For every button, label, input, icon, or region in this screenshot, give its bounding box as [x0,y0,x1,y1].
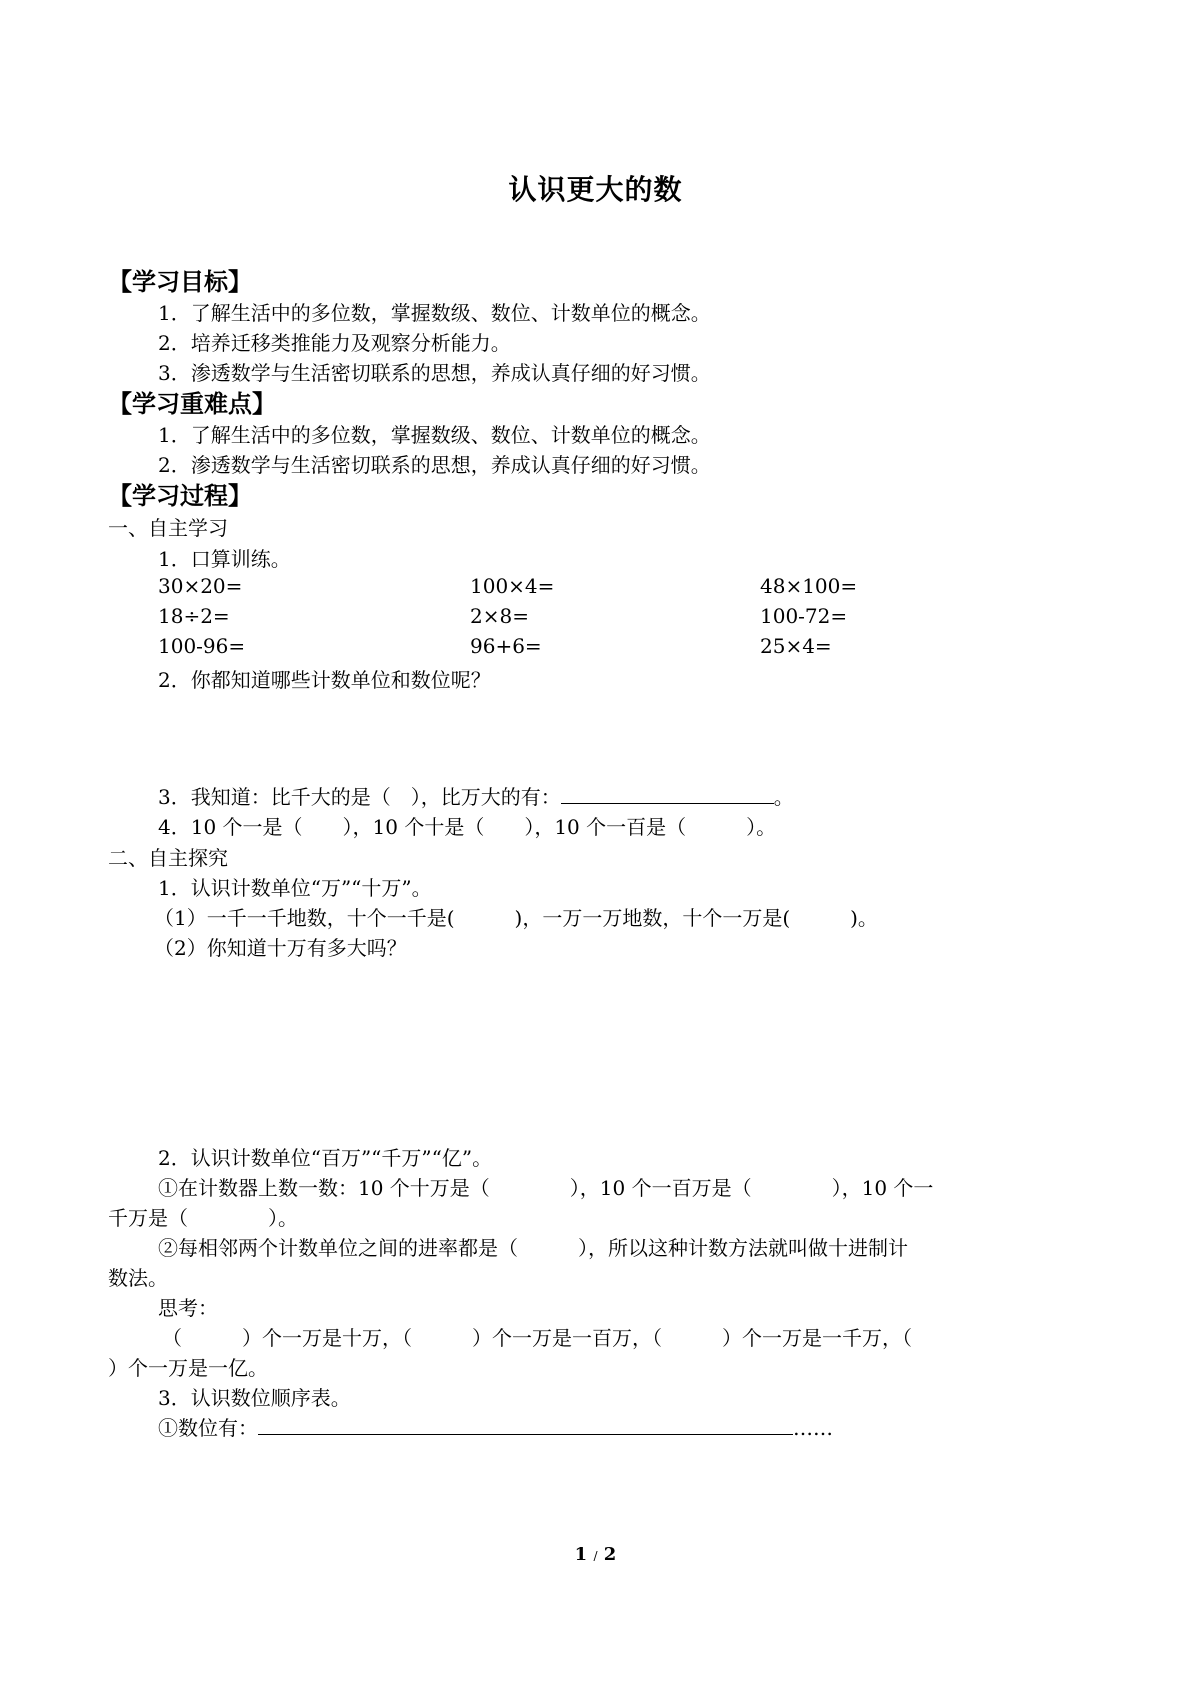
calc-item: 25×4= [760,634,832,658]
part2-q3-1-text: ①数位有： [158,1416,258,1440]
part1-q2: 2．你都知道哪些计数单位和数位呢？ [158,668,491,692]
part1-q3 [158,781,794,810]
think-question: （ ）个一万是十万，（ ）个一万是一百万，（ ）个一万是一千万，（ [162,1326,912,1350]
part2-q1-2: （2）你知道十万有多大吗？ [154,936,407,960]
keypoint-item: 2．渗透数学与生活密切联系的思想，养成认真仔细的好习惯。 [158,453,711,477]
part2-q2-1-cont: 千万是（ ）。 [108,1206,298,1230]
part2-q2-1: ①在计数器上数一数：10 个十万是（ ），10 个一百万是（ ），10 个一 [158,1176,934,1200]
section-keypoints-heading: 【学习重难点】 [108,390,276,418]
part1-q1: 1．口算训练。 [158,547,291,571]
page-number [0,1544,1191,1565]
part1-q4: 4．10 个一是（ ），10 个十是（ ），10 个一百是（ ）。 [158,815,777,839]
part1-q3-end: 。 [773,785,794,809]
section-goals-heading: 【学习目标】 [108,268,252,296]
ellipsis: …… [793,1416,833,1440]
keypoint-item: 1．了解生活中的多位数，掌握数级、数位、计数单位的概念。 [158,423,711,447]
part2-q2-2: ②每相邻两个计数单位之间的进率都是（ ），所以这种计数方法就叫做十进制计 [158,1236,908,1260]
part2-q2: 2．认识计数单位“百万”“千万”“亿”。 [158,1146,493,1170]
part2-q3-1 [158,1412,833,1441]
calc-item: 48×100= [760,574,858,598]
think-label: 思考： [158,1296,218,1320]
page-separator: / [593,1549,598,1563]
answer-blank[interactable] [258,1412,793,1435]
page-current: 1 [574,1544,588,1565]
part1-q3-text: 3．我知道：比千大的是（ ），比万大的有： [158,785,561,809]
calc-item: 18÷2= [158,604,230,628]
calc-item: 100-96= [158,634,246,658]
calc-item: 2×8= [470,604,529,628]
think-question-cont: ）个一万是一亿。 [108,1356,268,1380]
part2-q2-2-cont: 数法。 [108,1266,168,1290]
part2-q1: 1．认识计数单位“万”“十万”。 [158,876,432,900]
part2-q1-1: （1）一千一千地数，十个一千是( )，一万一万地数，十个一万是( )。 [154,906,878,930]
calc-item: 30×20= [158,574,243,598]
part2-q3: 3．认识数位顺序表。 [158,1386,351,1410]
goal-item: 1．了解生活中的多位数，掌握数级、数位、计数单位的概念。 [158,301,711,325]
calc-item: 96+6= [470,634,542,658]
page-total: 2 [603,1544,617,1565]
part2-heading: 二、自主探究 [108,846,228,870]
part1-heading: 一、自主学习 [108,516,228,540]
calc-item: 100×4= [470,574,555,598]
goal-item: 2．培养迁移类推能力及观察分析能力。 [158,331,511,355]
page-title: 认识更大的数 [508,173,683,206]
calc-item: 100-72= [760,604,848,628]
answer-blank[interactable] [561,781,774,804]
section-process-heading: 【学习过程】 [108,482,252,510]
goal-item: 3．渗透数学与生活密切联系的思想，养成认真仔细的好习惯。 [158,361,711,385]
